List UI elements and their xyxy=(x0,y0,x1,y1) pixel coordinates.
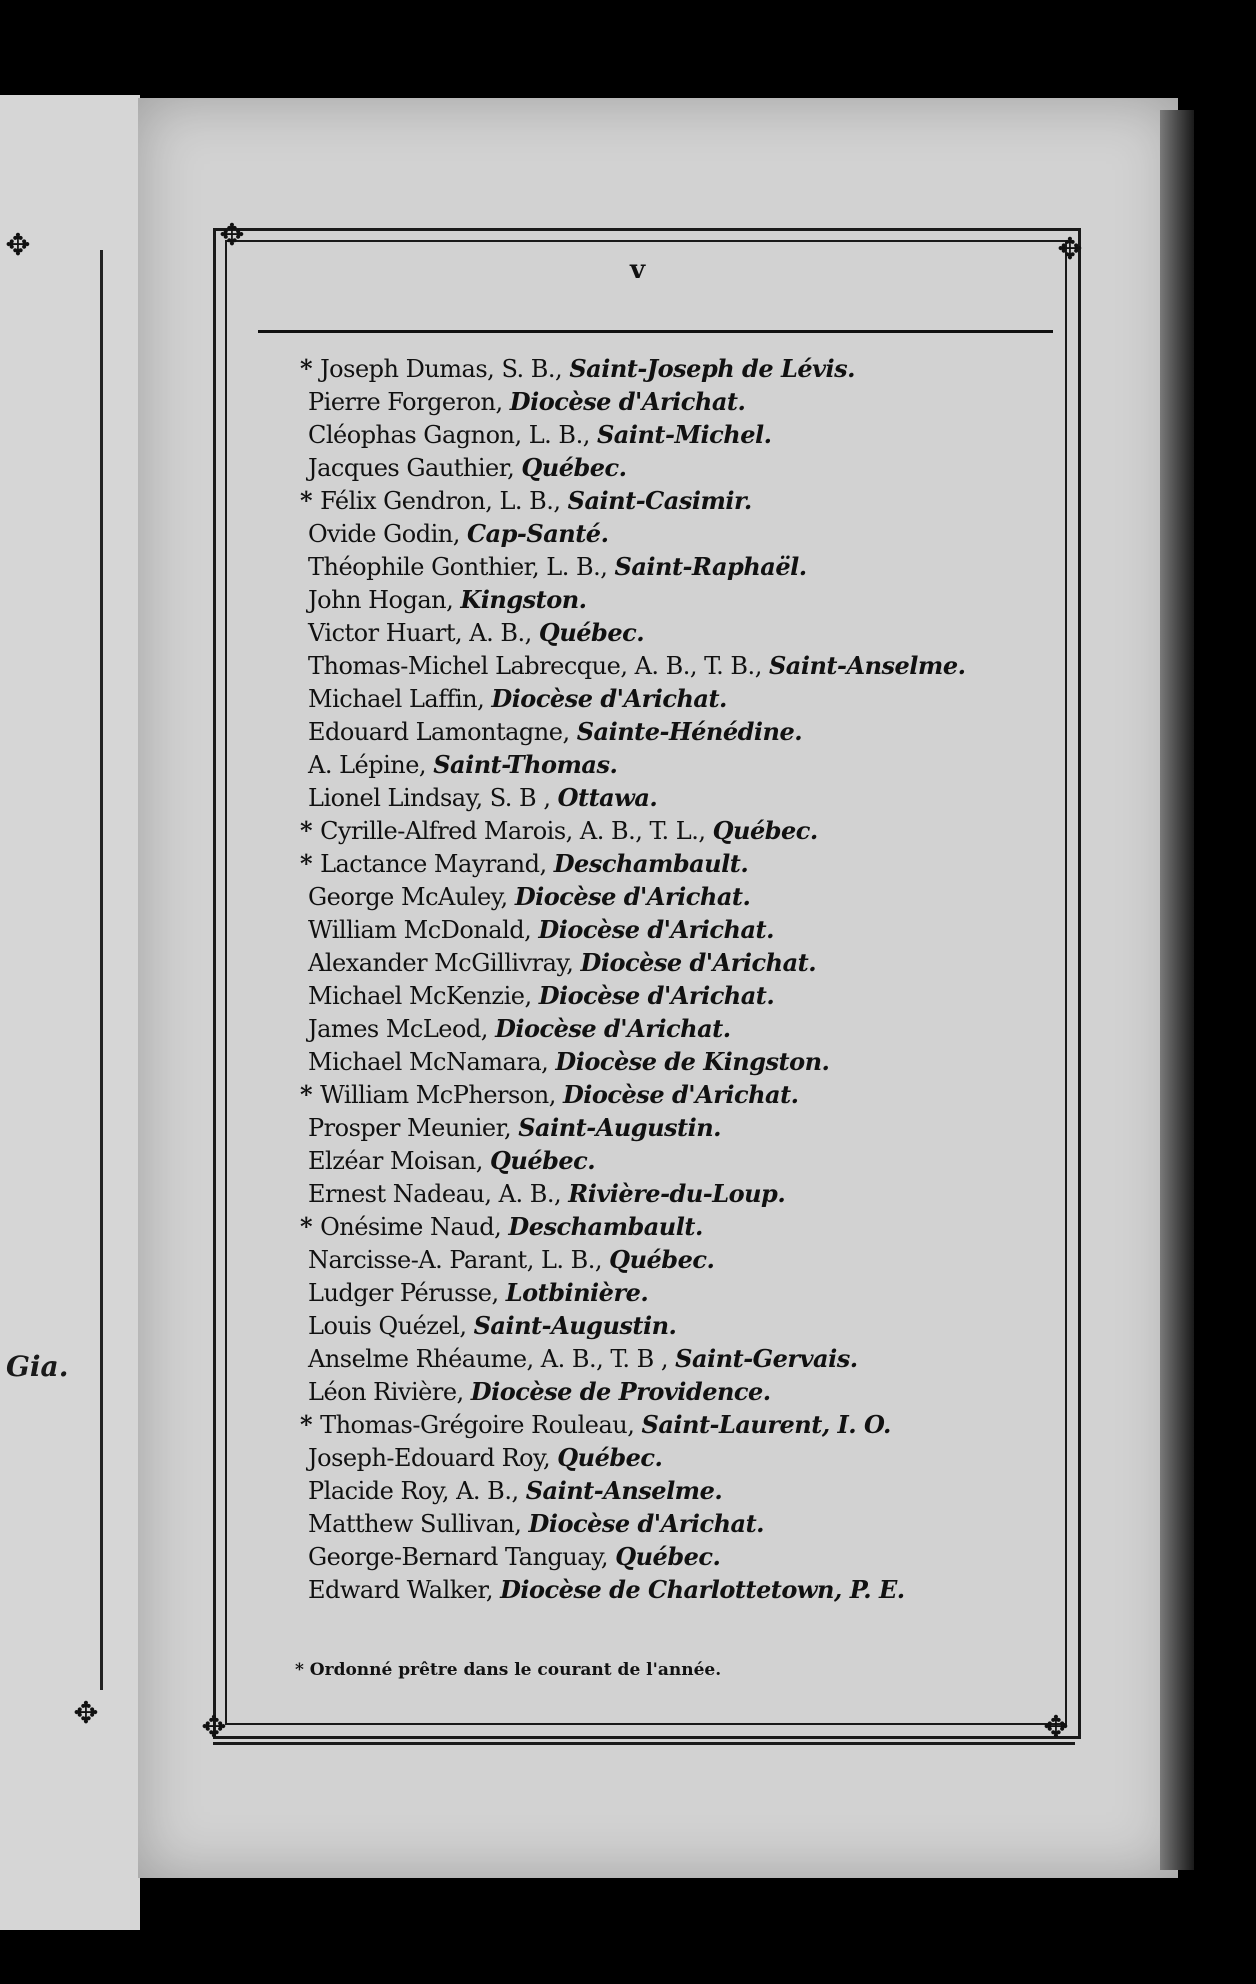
list-item xyxy=(300,451,1070,484)
entry-place: Québec. xyxy=(712,816,818,845)
ordination-star-marker: * xyxy=(300,849,313,878)
entry-name: William McDonald, xyxy=(308,916,539,944)
name-list xyxy=(300,352,1070,1606)
list-item xyxy=(300,517,1070,550)
entry-place: Saint-Raphaël. xyxy=(614,552,807,581)
entry-name: Thomas-Grégoire Rouleau, xyxy=(320,1411,642,1439)
list-item xyxy=(300,847,1070,880)
entry-place: Diocèse d'Arichat. xyxy=(580,948,817,977)
fleuron-ornament-icon: ✥ xyxy=(201,1710,227,1745)
entry-name: James McLeod, xyxy=(308,1015,496,1043)
left-page-fragment: Gia. xyxy=(6,1350,69,1383)
page-number: v xyxy=(630,255,646,285)
list-item xyxy=(300,385,1070,418)
list-item xyxy=(300,1012,1070,1045)
entry-place: Saint-Joseph de Lévis. xyxy=(569,354,856,383)
entry-name: Lactance Mayrand, xyxy=(320,850,554,878)
entry-place: Deschambault. xyxy=(508,1212,703,1241)
list-item xyxy=(300,1573,1070,1606)
list-item xyxy=(300,682,1070,715)
list-item xyxy=(300,1408,1070,1441)
list-item xyxy=(300,1177,1070,1210)
entry-name: Cléophas Gagnon, L. B., xyxy=(308,421,597,449)
list-item xyxy=(300,814,1070,847)
entry-place: Saint-Casimir. xyxy=(567,486,752,515)
fleuron-ornament-icon: ✥ xyxy=(1043,1710,1069,1745)
entry-place: Deschambault. xyxy=(553,849,749,878)
list-item xyxy=(300,550,1070,583)
entry-place: Saint-Augustin. xyxy=(518,1113,722,1142)
entry-name: Victor Huart, A. B., xyxy=(308,619,539,647)
entry-name: Edward Walker, xyxy=(308,1576,501,1604)
entry-place: Québec. xyxy=(609,1245,715,1274)
list-item xyxy=(300,913,1070,946)
entry-name: Cyrille-Alfred Marois, A. B., T. L., xyxy=(320,817,713,845)
ordination-star-marker: * xyxy=(300,1080,313,1109)
list-item xyxy=(300,1210,1070,1243)
entry-name: George-Bernard Tanguay, xyxy=(308,1543,616,1571)
list-item xyxy=(300,583,1070,616)
entry-place: Saint-Michel. xyxy=(596,420,772,449)
ordination-star-marker: * xyxy=(300,1410,313,1439)
list-item xyxy=(300,1045,1070,1078)
entry-place: Saint-Thomas. xyxy=(433,750,618,779)
list-item xyxy=(300,715,1070,748)
entry-name: Michael Laffin, xyxy=(308,685,492,713)
list-item xyxy=(300,1342,1070,1375)
list-item xyxy=(300,748,1070,781)
list-item xyxy=(300,1276,1070,1309)
entry-name: Léon Rivière, xyxy=(308,1378,471,1406)
entry-name: George McAuley, xyxy=(308,883,515,911)
entry-name: Narcisse-A. Parant, L. B., xyxy=(308,1246,610,1274)
list-item xyxy=(300,979,1070,1012)
ordination-star-marker: * xyxy=(300,354,313,383)
list-item xyxy=(300,1078,1070,1111)
entry-place: Diocèse d'Arichat. xyxy=(538,915,774,944)
entry-name: Joseph Dumas, S. B., xyxy=(320,355,570,383)
fleuron-ornament-icon: ✥ xyxy=(73,1696,99,1731)
left-page-border xyxy=(0,250,103,1690)
entry-place: Sainte-Hénédine. xyxy=(576,717,803,746)
entry-name: Alexander McGillivray, xyxy=(308,949,581,977)
ordination-star-marker: * xyxy=(300,486,313,515)
entry-name: Ernest Nadeau, A. B., xyxy=(308,1180,569,1208)
entry-name: Lionel Lindsay, S. B , xyxy=(308,784,558,812)
entry-name: Pierre Forgeron, xyxy=(308,388,510,416)
entry-place: Diocèse d'Arichat. xyxy=(528,1509,765,1538)
entry-place: Diocèse d'Arichat. xyxy=(491,684,727,713)
ordination-star-marker: * xyxy=(300,1212,313,1241)
entry-place: Saint-Anselme. xyxy=(525,1476,723,1505)
entry-place: Ottawa. xyxy=(557,783,658,812)
entry-name: Joseph-Edouard Roy, xyxy=(308,1444,558,1472)
list-item xyxy=(300,1243,1070,1276)
entry-place: Diocèse d'Arichat. xyxy=(495,1014,731,1043)
list-item xyxy=(300,781,1070,814)
entry-place: Saint-Gervais. xyxy=(675,1344,858,1373)
entry-name: Louis Quézel, xyxy=(308,1312,474,1340)
entry-name: Onésime Naud, xyxy=(320,1213,509,1241)
entry-name: A. Lépine, xyxy=(308,751,434,779)
entry-place: Kingston. xyxy=(460,585,587,614)
list-item xyxy=(300,1111,1070,1144)
entry-place: Québec. xyxy=(557,1443,663,1472)
entry-name: John Hogan, xyxy=(308,586,461,614)
entry-name: Prosper Meunier, xyxy=(308,1114,519,1142)
entry-place: Lotbinière. xyxy=(505,1278,649,1307)
entry-place: Québec. xyxy=(615,1542,721,1571)
bottom-rule xyxy=(213,1742,1075,1745)
list-item xyxy=(300,1507,1070,1540)
entry-place: Diocèse de Charlottetown, P. E. xyxy=(500,1575,905,1604)
entry-place: Diocèse d'Arichat. xyxy=(509,387,746,416)
list-item xyxy=(300,1375,1070,1408)
list-item xyxy=(300,1144,1070,1177)
list-item xyxy=(300,418,1070,451)
entry-name: Matthew Sullivan, xyxy=(308,1510,529,1538)
entry-place: Diocèse de Providence. xyxy=(470,1377,771,1406)
entry-place: Québec. xyxy=(538,618,645,647)
entry-place: Québec. xyxy=(490,1146,596,1175)
list-item xyxy=(300,946,1070,979)
list-item xyxy=(300,352,1070,385)
footnote: * Ordonné prêtre dans le courant de l'année. xyxy=(295,1660,722,1680)
entry-name: Michael McKenzie, xyxy=(308,982,539,1010)
ordination-star-marker: * xyxy=(300,816,313,845)
entry-name: Elzéar Moisan, xyxy=(308,1147,490,1175)
entry-place: Saint-Augustin. xyxy=(473,1311,677,1340)
entry-name: William McPherson, xyxy=(320,1081,563,1109)
entry-name: Félix Gendron, L. B., xyxy=(320,487,568,515)
list-item xyxy=(300,484,1070,517)
entry-name: Anselme Rhéaume, A. B., T. B , xyxy=(308,1345,676,1373)
header-rule xyxy=(258,330,1053,333)
list-item xyxy=(300,880,1070,913)
list-item xyxy=(300,1540,1070,1573)
entry-place: Diocèse d'Arichat. xyxy=(514,882,751,911)
list-item xyxy=(300,1474,1070,1507)
entry-name: Thomas-Michel Labrecque, A. B., T. B., xyxy=(308,652,769,680)
list-item xyxy=(300,1441,1070,1474)
fleuron-ornament-icon: ✥ xyxy=(5,228,31,263)
entry-name: Edouard Lamontagne, xyxy=(308,718,577,746)
entry-place: Diocèse de Kingston. xyxy=(555,1047,830,1076)
fleuron-ornament-icon: ✥ xyxy=(219,218,245,253)
entry-place: Diocèse d'Arichat. xyxy=(538,981,775,1010)
fleuron-ornament-icon: ✥ xyxy=(1057,232,1083,267)
entry-name: Jacques Gauthier, xyxy=(308,454,522,482)
entry-place: Saint-Laurent, I. O. xyxy=(641,1410,891,1439)
entry-name: Ovide Godin, xyxy=(308,520,467,548)
entry-name: Michael McNamara, xyxy=(308,1048,556,1076)
entry-place: Rivière-du-Loup. xyxy=(568,1179,786,1208)
entry-name: Ludger Pérusse, xyxy=(308,1279,506,1307)
page-edge-shadow xyxy=(1160,110,1194,1870)
entry-name: Théophile Gonthier, L. B., xyxy=(308,553,615,581)
list-item xyxy=(300,616,1070,649)
entry-name: Placide Roy, A. B., xyxy=(308,1477,526,1505)
entry-place: Diocèse d'Arichat. xyxy=(562,1080,799,1109)
entry-place: Saint-Anselme. xyxy=(768,651,966,680)
list-item xyxy=(300,1309,1070,1342)
entry-place: Cap-Santé. xyxy=(466,519,609,548)
list-item xyxy=(300,649,1070,682)
entry-place: Québec. xyxy=(521,453,627,482)
